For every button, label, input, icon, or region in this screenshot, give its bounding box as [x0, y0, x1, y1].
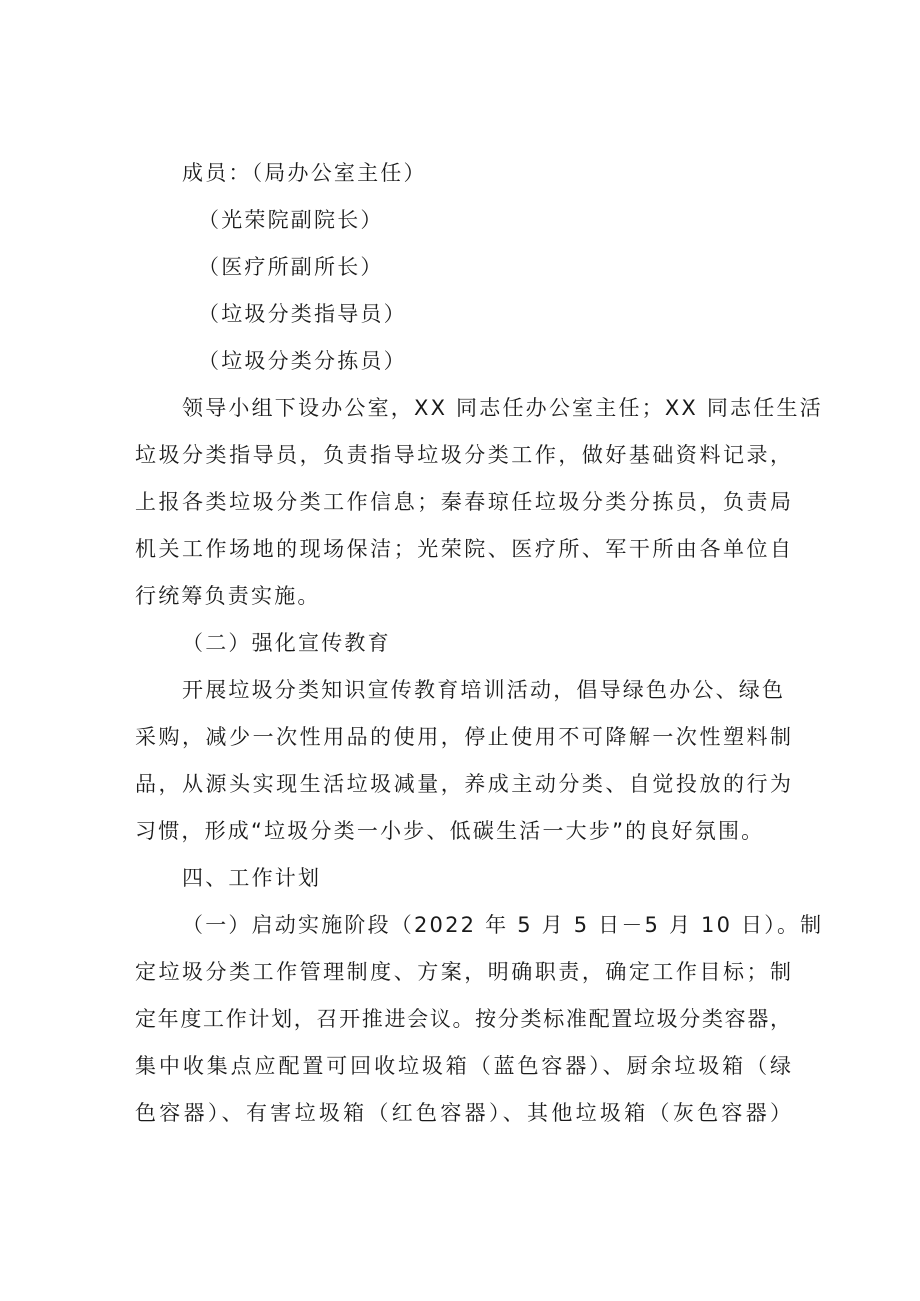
paragraph-line: 色容器）、有害垃圾箱（红色容器）、其他垃圾箱（灰色容器） [135, 1101, 791, 1125]
paragraph-line: 采购，减少一次性用品的使用，停止使用不可降解一次性塑料制 [135, 725, 791, 749]
paragraph-line: 集中收集点应配置可回收垃圾箱（蓝色容器）、厨余垃圾箱（绿 [135, 1054, 791, 1078]
member-line: （垃圾分类分拣员） [198, 349, 407, 373]
member-line: （光荣院副院长） [198, 208, 384, 232]
member-line: （垃圾分类指导员） [198, 302, 407, 326]
paragraph-line: （一）启动实施阶段（2022 年 5 月 5 日－5 月 10 日）。制 [182, 913, 824, 937]
paragraph-line: 垃圾分类指导员，负责指导垃圾分类工作，做好基础资料记录， [135, 443, 791, 467]
paragraph-line: 定垃圾分类工作管理制度、方案，明确职责，确定工作目标；制 [135, 960, 791, 984]
paragraph-line: 领导小组下设办公室，XX 同志任办公室主任；XX 同志任生活 [182, 396, 823, 420]
paragraph-line: 开展垃圾分类知识宣传教育培训活动，倡导绿色办公、绿色 [182, 678, 786, 702]
members-title: 成员：（局办公室主任） [182, 161, 427, 185]
paragraph-line: 习惯，形成“垃圾分类一小步、低碳生活一大步”的良好氛围。 [135, 819, 765, 843]
section-heading: 四、工作计划 [182, 866, 322, 890]
paragraph-line: 品，从源头实现生活垃圾减量，养成主动分类、自觉投放的行为 [135, 772, 791, 796]
member-line: （医疗所副所长） [198, 255, 384, 279]
paragraph-line: 定年度工作计划，召开推进会议。按分类标准配置垃圾分类容器， [135, 1007, 791, 1031]
paragraph-line: 上报各类垃圾分类工作信息；秦春琼任垃圾分类分拣员，负责局 [135, 490, 791, 514]
paragraph-line: 机关工作场地的现场保洁；光荣院、医疗所、军干所由各单位自 [135, 537, 791, 561]
paragraph-line: 行统筹负责实施。 [135, 584, 321, 608]
subheading: （二）强化宣传教育 [182, 631, 391, 655]
